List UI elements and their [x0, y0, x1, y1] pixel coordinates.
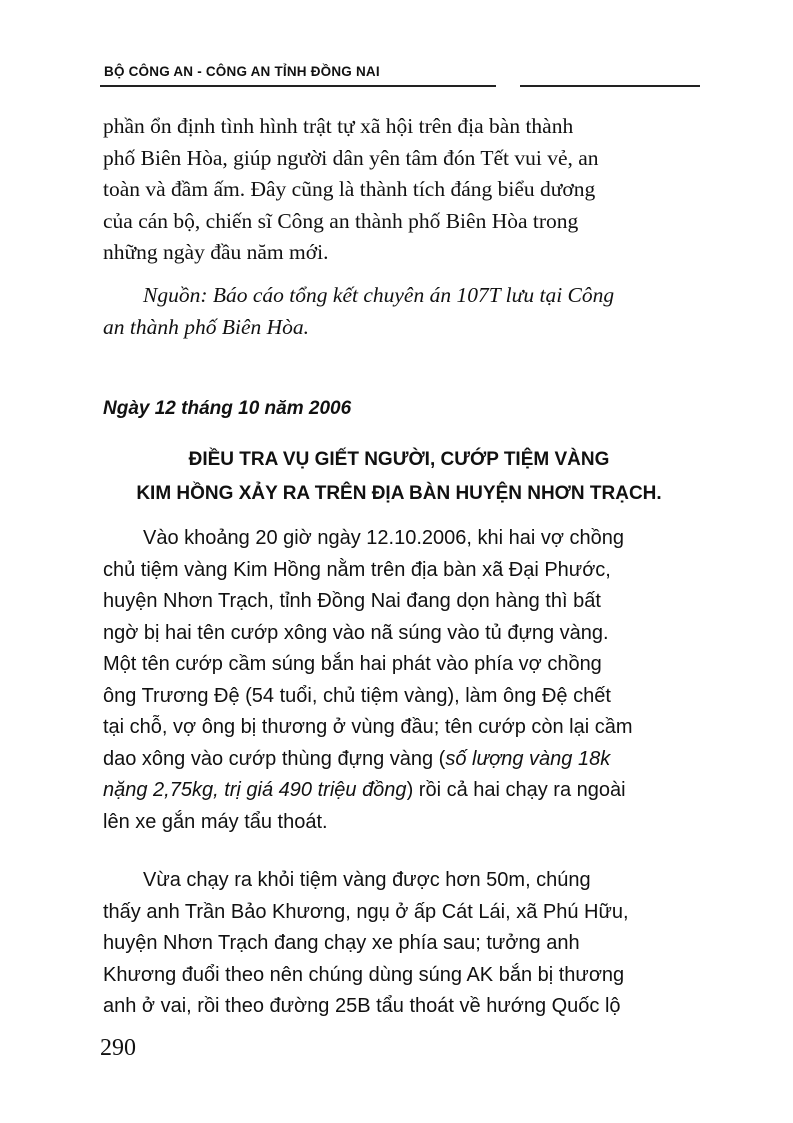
intro-line: những ngày đầu năm mới.: [103, 240, 329, 264]
paragraph-line: chủ tiệm vàng Kim Hồng nằm trên địa bàn xã Đại Phước,: [103, 558, 611, 581]
page-number: 290: [100, 1035, 136, 1061]
paragraph-line: anh ở vai, rồi theo đường 25B tẩu thoát về hướng Quốc lộ: [103, 995, 621, 1017]
paragraph-line: huyện Nhơn Trạch, tỉnh Đồng Nai đang dọn hàng thì bất: [103, 590, 601, 612]
paragraph-line: Vào khoảng 20 giờ ngày 12.10.2006, khi hai vợ chồng: [143, 527, 625, 549]
gold-value-italic: nặng 2,75kg, trị giá 490 triệu đồng: [103, 779, 407, 801]
entry-paragraph-1: [103, 523, 695, 838]
intro-line: của cán bộ, chiến sĩ Công an thành phố Biên Hòa trong: [103, 208, 579, 233]
paragraph-line: [103, 744, 695, 776]
paragraph-line: ông Trương Đệ (54 tuổi, chủ tiệm vàng), làm ông Đệ chết: [103, 684, 611, 707]
paragraph-line: Vừa chạy ra khỏi tiệm vàng được hơn 50m, chúng: [143, 869, 591, 891]
paragraph-line: tại chỗ, vợ ông bị thương ở vùng đầu; tên cướp còn lại cầm: [103, 716, 633, 738]
paragraph-line: thấy anh Trần Bảo Khương, ngụ ở ấp Cát Lái, xã Phú Hữu,: [103, 900, 629, 923]
paragraph-line: lên xe gắn máy tẩu thoát.: [103, 810, 328, 833]
paragraph-line: huyện Nhơn Trạch đang chạy xe phía sau; tưởng anh: [103, 932, 580, 954]
paragraph-line: Khương đuổi theo nên chúng dùng súng AK bắn bị thương: [103, 963, 625, 986]
paragraph-text: ) rồi cả hai chạy ra ngoài: [406, 779, 626, 801]
running-header: BỘ CÔNG AN - CÔNG AN TỈNH ĐỒNG NAI: [104, 64, 380, 79]
paragraph-line: ngờ bị hai tên cướp xông vào nã súng vào tủ đựng vàng.: [103, 621, 609, 644]
intro-line: toàn và đầm ấm. Đây cũng là thành tích đáng biểu dương: [103, 177, 596, 201]
source-note: [103, 280, 695, 343]
header-rule: [100, 85, 700, 87]
source-note-line: an thành phố Biên Hòa.: [103, 314, 310, 339]
entry-date: Ngày 12 tháng 10 năm 2006: [103, 398, 352, 419]
paragraph-line: [103, 775, 695, 807]
gold-quantity-italic: số lượng vàng 18k: [445, 747, 611, 770]
source-note-line: Nguồn: Báo cáo tổng kết chuyên án 107T lưu tại Công: [143, 283, 615, 307]
intro-line: phần ổn định tình hình trật tự xã hội trên địa bàn thành: [103, 114, 574, 138]
entry-title: [103, 443, 695, 511]
intro-paragraph: [103, 111, 695, 269]
intro-line: phố Biên Hòa, giúp người dân yên tâm đón Tết vui vẻ, an: [103, 145, 599, 170]
paragraph-text: dao xông vào cướp thùng đựng vàng (: [103, 747, 446, 770]
entry-title-line: ĐIỀU TRA VỤ GIẾT NGƯỜI, CƯỚP TIỆM VÀNG: [188, 449, 610, 470]
entry-title-line: KIM HỒNG XẢY RA TRÊN ĐỊA BÀN HUYỆN NHƠN TRẠCH.: [136, 483, 662, 504]
paragraph-line: Một tên cướp cầm súng bắn hai phát vào phía vợ chồng: [103, 653, 602, 675]
header-rule-gap: [496, 81, 520, 89]
entry-paragraph-2: [103, 865, 695, 1023]
